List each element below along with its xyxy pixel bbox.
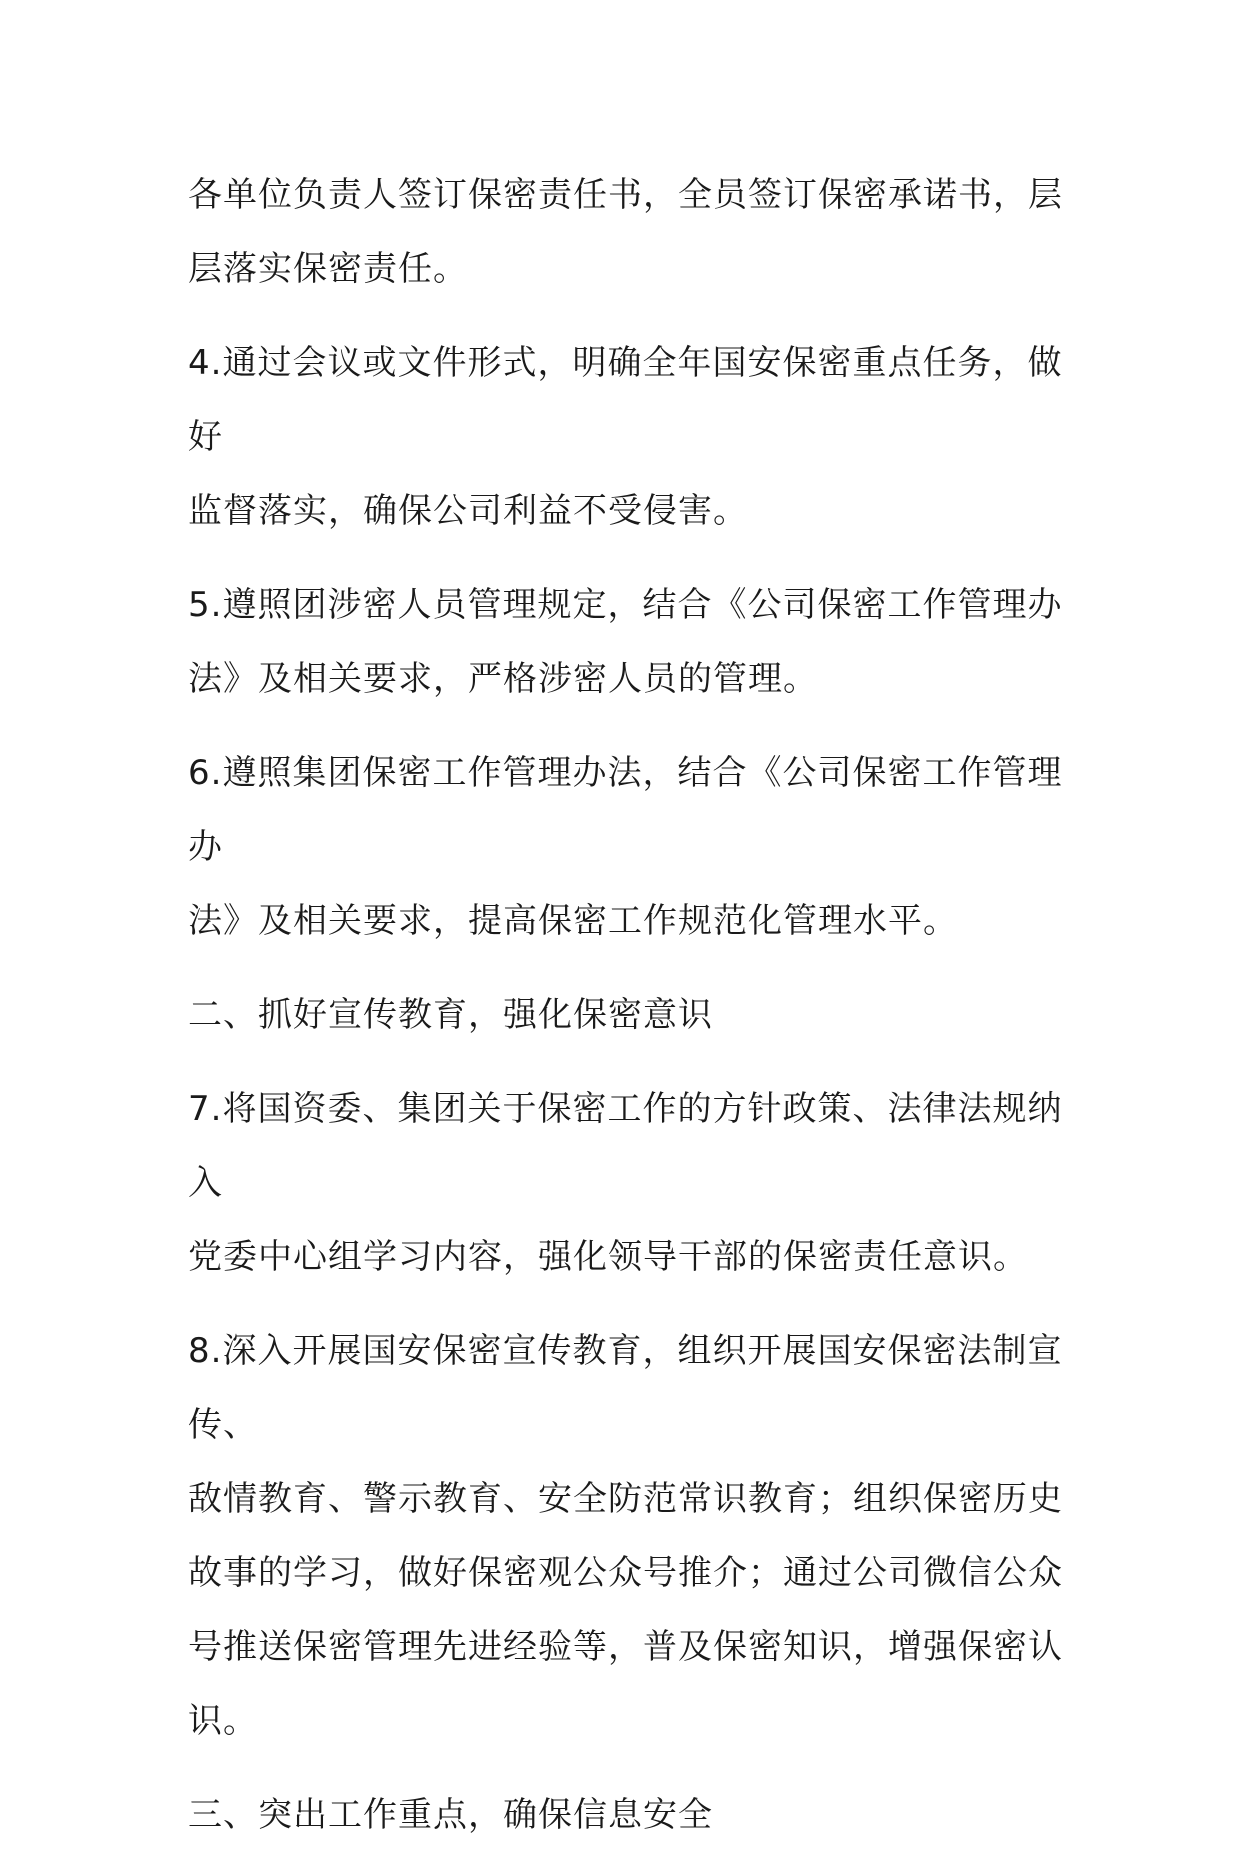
document-body [188,158,1088,1872]
section-heading-3: 三、突出工作重点，确保信息安全 [188,1795,713,1835]
paragraph-item-4: 4.通过会议或文件形式，明确全年国安保密重点任务，做好 监督落实，确保公司利益不受侵害。 [188,343,1063,531]
paragraph-item-8: 8.深入开展国安保密宣传教育，组织开展国安保密法制宣传、 敌情教育、警示教育、安全防范常识教育；组织保密历史 故事的学习，做好保密观公众号推介；通过公司微信公众 号推送保密管理先进经验等，普及保密知识，增强保密认 识。 [188,1331,1063,1741]
paragraph-item-5: 5.遵照团涉密人员管理规定，结合《公司保密工作管理办 法》及相关要求，严格涉密人员的管理。 [188,585,1063,699]
paragraph-item-7: 7.将国资委、集团关于保密工作的方针政策、法律法规纳入 党委中心组学习内容，强化领导干部的保密责任意识。 [188,1089,1063,1277]
paragraph-responsibility: 各单位负责人签订保密责任书，全员签订保密承诺书，层 层落实保密责任。 [188,175,1063,289]
paragraph-item-6: 6.遵照集团保密工作管理办法，结合《公司保密工作管理办 法》及相关要求，提高保密工作规范化管理水平。 [188,753,1063,941]
section-heading-2: 二、抓好宣传教育，强化保密意识 [188,995,713,1035]
